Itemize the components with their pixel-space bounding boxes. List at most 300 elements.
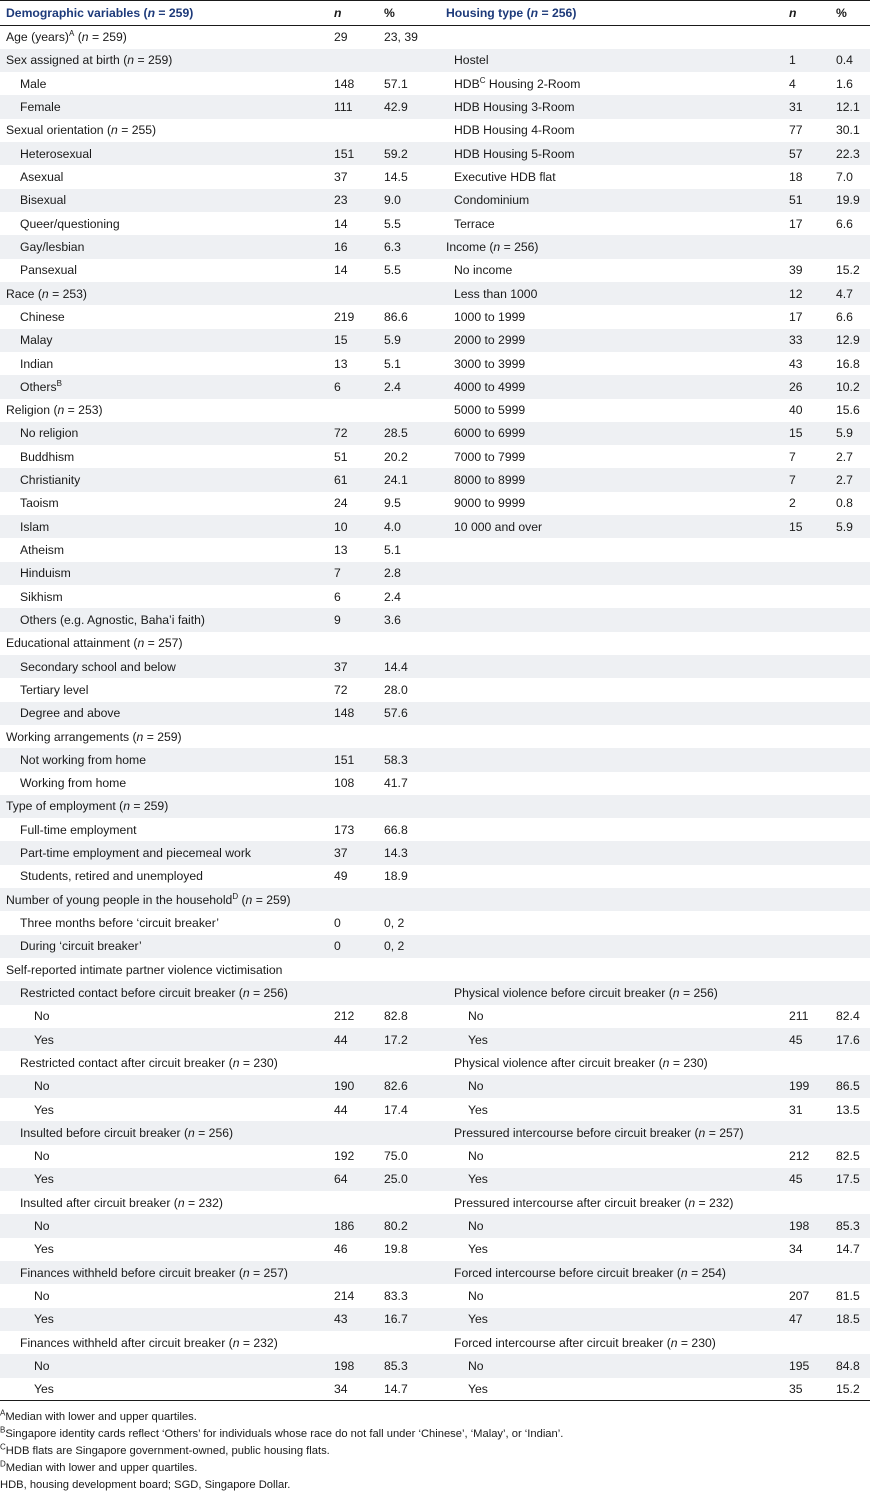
footnote-marker: D [0,1459,6,1469]
left-n-cell [328,49,378,72]
left-pct-cell [378,1051,440,1074]
left-n-cell [328,1121,378,1144]
left-n-cell [328,399,378,422]
left-n-cell: 190 [334,1079,355,1094]
left-label-cell [0,608,328,631]
right-pct-cell [830,678,870,701]
left-label-cell [0,1075,328,1098]
right-pct-cell: 5.9 [836,519,853,534]
right-label-cell [440,841,783,864]
left-pct-cell: 6.3 [384,239,401,254]
left-label-cell [0,725,328,748]
left-label-cell [0,1168,328,1191]
right-label-cell [440,212,783,235]
table-row [0,632,870,655]
left-n-cell: 37 [334,170,348,185]
left-pct-cell: 82.6 [384,1079,408,1094]
left-pct-cell [378,119,440,142]
right-n-cell: 40 [789,403,803,418]
right-n-cell: 43 [789,356,803,371]
left-n-cell: 111 [334,100,353,115]
left-n-cell: 13 [334,356,348,371]
left-n-cell: 34 [334,1382,348,1397]
right-n-cell: 57 [789,146,803,161]
right-label-cell [440,445,783,468]
right-label-cell [440,585,783,608]
table-row [0,748,870,771]
left-pct-cell [378,981,440,1004]
table-row [0,1005,870,1028]
left-n-header: n [334,6,342,20]
right-n-cell [783,1261,830,1284]
left-n-cell: 44 [334,1102,348,1117]
right-n-cell: 18 [789,170,803,185]
table-row [0,841,870,864]
table-row [0,305,870,328]
left-pct-cell [378,1191,440,1214]
right-label-cell [440,422,783,445]
right-label-cell [440,702,783,725]
left-label: Educational attainment (n = 257) [6,636,183,651]
right-label-cell [440,1145,783,1168]
left-label: Malay [20,333,53,348]
right-n-cell [783,725,830,748]
left-label-cell [0,1331,328,1354]
right-pct-cell [830,888,870,911]
left-label-cell [0,1098,328,1121]
left-label-cell [0,259,328,282]
left-label-cell [0,1121,328,1144]
left-label: Others (e.g. Agnostic, Baha’i faith) [20,612,205,627]
table-header [0,1,870,26]
left-label-cell [0,841,328,864]
right-n-cell [783,981,830,1004]
left-pct-cell: 14.7 [384,1382,408,1397]
left-column-title: Demographic variables (n = 259) [6,6,194,20]
left-n-cell: 108 [334,776,355,791]
table-row [0,515,870,538]
table-row [0,1214,870,1237]
left-n-cell: 151 [334,752,355,767]
table-row [0,119,870,142]
left-label: Gay/lesbian [20,239,85,254]
left-label-cell [0,1238,328,1261]
left-n-cell: 148 [334,706,355,721]
left-label: Self-reported intimate partner violence victimisation [6,962,283,977]
footnote: $^C$HDB flats are Singapore government-owned, public housing flats. [0,1442,330,1458]
left-n-cell [328,632,378,655]
left-pct-cell: 17.2 [384,1032,408,1047]
right-label: HDB Housing 5-Room [454,146,575,161]
right-n-cell: 199 [789,1079,810,1094]
left-n-cell: 44 [334,1032,348,1047]
table-row [0,189,870,212]
footnote: $^D$Median with lower and upper quartiles. [0,1459,198,1475]
right-label-cell [440,608,783,631]
right-pct-cell: 17.5 [836,1172,860,1187]
right-label-cell [440,981,783,1004]
left-label-cell [0,1214,328,1237]
left-pct-cell: 2.4 [384,589,401,604]
right-n-cell: 207 [789,1289,810,1304]
right-label-cell [440,1005,783,1028]
right-n-cell: 198 [789,1219,810,1234]
left-label-cell [0,772,328,795]
right-pct-cell: 6.6 [836,216,853,231]
right-n-cell: 15 [789,426,803,441]
right-n-cell [783,841,830,864]
left-label: Three months before ‘circuit breaker’ [20,916,219,931]
left-label: Type of employment (n = 259) [6,799,169,814]
left-label-cell [0,95,328,118]
right-label-cell [440,1308,783,1331]
right-n-cell [783,795,830,818]
table-row [0,375,870,398]
right-n-cell: 35 [789,1382,803,1397]
left-label-cell [0,445,328,468]
left-pct-cell: 5.9 [384,333,401,348]
right-pct-cell: 14.7 [836,1242,860,1257]
right-n-cell [783,632,830,655]
right-label-cell [440,352,783,375]
left-label: Restricted contact after circuit breaker (n = 230) [20,1055,278,1070]
right-n-cell: 45 [789,1172,803,1187]
left-n-cell [328,282,378,305]
footnote: $^A$Median with lower and upper quartiles. [0,1408,197,1424]
right-pct-cell: 6.6 [836,309,853,324]
right-label-cell [440,142,783,165]
right-pct-cell [830,235,870,258]
right-pct-cell: 30.1 [836,123,860,138]
right-pct-cell: 1.6 [836,76,853,91]
right-pct-cell: 15.2 [836,1382,860,1397]
right-label-cell [440,888,783,911]
right-label-cell [440,1168,783,1191]
left-label: Age (years)$^A$ (n = 259) [6,29,127,45]
right-n-cell: 12 [789,286,803,301]
right-n-cell [783,608,830,631]
left-pct-cell [378,399,440,422]
left-pct-cell: 59.2 [384,146,408,161]
right-pct-cell [830,935,870,958]
right-n-cell: 4 [789,76,796,91]
right-label-cell [440,958,783,981]
right-n-cell: 211 [789,1009,809,1024]
left-n-cell: 186 [334,1219,355,1234]
right-pct-cell [830,562,870,585]
right-label: Yes [468,1312,488,1327]
right-pct-cell: 15.2 [836,263,860,278]
left-n-cell [328,119,378,142]
right-n-cell: 31 [789,100,803,115]
left-label-cell [0,1354,328,1377]
table-row [0,655,870,678]
right-pct-cell: 19.9 [836,193,860,208]
table-row [0,1121,870,1144]
right-n-cell: 77 [789,123,803,138]
left-label-cell [0,1028,328,1051]
right-label-cell [440,1284,783,1307]
left-label-cell [0,678,328,701]
left-n-cell: 43 [334,1312,348,1327]
left-label: Sikhism [20,589,63,604]
right-n-cell [783,1331,830,1354]
right-pct-cell [830,655,870,678]
left-label-cell [0,119,328,142]
table-row [0,49,870,72]
left-label: No [34,1009,50,1024]
right-label: No [468,1289,484,1304]
right-n-cell [783,911,830,934]
right-n-cell: 34 [789,1242,803,1257]
right-n-header: n [789,6,797,20]
left-n-cell: 72 [334,682,348,697]
right-label: Income (n = 256) [446,239,539,254]
left-pct-cell: 18.9 [384,869,408,884]
left-n-cell [328,725,378,748]
left-label: Bisexual [20,193,67,208]
table-row [0,26,870,49]
right-n-cell: 45 [789,1032,803,1047]
left-pct-cell: 9.5 [384,496,401,511]
right-pct-cell: 0.4 [836,53,853,68]
left-pct-cell: 80.2 [384,1219,408,1234]
left-pct-cell [378,958,440,981]
left-label-cell [0,399,328,422]
right-label-cell [440,1261,783,1284]
table-row [0,445,870,468]
table-row [0,562,870,585]
right-pct-cell [830,632,870,655]
left-n-cell: 14 [334,216,348,231]
table-footnotes [0,1401,870,1494]
footnote-marker: B [56,378,62,388]
right-pct-cell: 15.6 [836,403,860,418]
left-n-cell: 6 [334,379,341,394]
right-label: 5000 to 5999 [454,403,526,418]
right-label: HDB Housing 3-Room [454,100,575,115]
right-label: $HDB^C$ Housing 2-Room [454,75,581,91]
table-row [0,399,870,422]
right-pct-cell: 4.7 [836,286,853,301]
left-label-cell [0,538,328,561]
left-pct-cell [378,725,440,748]
left-n-cell: 23 [334,193,348,208]
right-label-cell [440,1028,783,1051]
right-label: 3000 to 3999 [454,356,526,371]
right-n-cell: 15 [789,519,803,534]
table-row [0,352,870,375]
right-n-cell: 1 [789,53,796,68]
left-pct-cell: 5.5 [384,263,401,278]
left-label-cell [0,1261,328,1284]
right-n-cell [783,888,830,911]
left-label: Religion (n = 253) [6,403,103,418]
table-row [0,492,870,515]
right-pct-cell [830,702,870,725]
left-label-cell [0,632,328,655]
left-label-cell [0,49,328,72]
left-n-cell [328,958,378,981]
left-pct-cell: 14.4 [384,659,408,674]
right-pct-cell [830,958,870,981]
right-pct-cell [830,748,870,771]
right-n-cell: 7 [789,449,796,464]
left-pct-cell: 20.2 [384,449,408,464]
left-label: Yes [34,1102,54,1117]
table-row [0,888,870,911]
left-n-cell [328,1331,378,1354]
right-pct-cell: 5.9 [836,426,853,441]
table-row [0,1261,870,1284]
footnote-marker: C [0,1442,6,1452]
left-label: Part-time employment and piecemeal work [20,846,251,861]
right-label-cell [440,305,783,328]
left-pct-cell: 57.6 [384,706,408,721]
left-pct-cell: 2.4 [384,379,401,394]
left-label: Christianity [20,473,81,488]
left-pct-cell [378,1121,440,1144]
right-pct-cell: 10.2 [836,379,860,394]
left-n-cell: 16 [334,239,348,254]
right-label: Condominium [454,193,530,208]
left-pct-cell: 28.0 [384,682,408,697]
table-row [0,1145,870,1168]
right-label: Less than 1000 [454,286,538,301]
left-label-cell [0,655,328,678]
left-label-cell [0,1284,328,1307]
left-pct-cell [378,282,440,305]
left-label-cell [0,189,328,212]
left-label: No [34,1079,50,1094]
right-label-cell [440,1378,783,1401]
right-label-cell [440,1331,783,1354]
right-label: 6000 to 6999 [454,426,526,441]
right-label: Yes [468,1102,488,1117]
left-label-cell [0,142,328,165]
right-label-cell [440,259,783,282]
right-label: Forced intercourse after circuit breaker (n = 230) [454,1335,716,1350]
table-row [0,329,870,352]
left-n-cell [328,1191,378,1214]
table-row [0,1191,870,1214]
left-label: Buddhism [20,449,75,464]
right-label-cell [440,492,783,515]
table-row [0,1378,870,1401]
table-row [0,1168,870,1191]
left-pct-cell: 24.1 [384,473,408,488]
table-row [0,538,870,561]
right-n-cell: 31 [789,1102,803,1117]
right-n-cell [783,958,830,981]
left-label-cell [0,981,328,1004]
right-n-cell [783,772,830,795]
left-n-cell: 151 [334,146,355,161]
left-n-cell: 10 [334,519,348,534]
right-n-cell [783,235,830,258]
table-row [0,585,870,608]
table-row [0,1238,870,1261]
right-pct-cell [830,1121,870,1144]
table-row [0,72,870,95]
left-pct-cell: 58.3 [384,752,408,767]
right-label-cell [440,165,783,188]
right-label-cell [440,655,783,678]
table-row [0,1051,870,1074]
left-label-cell [0,282,328,305]
right-pct-cell [830,1261,870,1284]
left-label-cell [0,375,328,398]
left-label: Insulted after circuit breaker (n = 232) [20,1195,223,1210]
left-label: No religion [20,426,79,441]
right-n-cell [783,655,830,678]
right-label: No [468,1149,484,1164]
table-row [0,1354,870,1377]
left-n-cell: 9 [334,612,341,627]
left-label: Chinese [20,309,65,324]
left-label: Yes [34,1172,54,1187]
right-pct-cell: 16.8 [836,356,860,371]
left-label-cell [0,888,328,911]
right-label: Yes [468,1032,488,1047]
left-pct-cell: 83.3 [384,1289,408,1304]
right-pct-cell [830,585,870,608]
right-label-cell [440,818,783,841]
left-label-cell [0,26,328,49]
left-pct-cell: 5.1 [384,543,401,558]
right-label: No [468,1358,484,1373]
right-pct-cell: 18.5 [836,1312,860,1327]
table-row [0,981,870,1004]
right-n-cell [783,538,830,561]
left-label-cell [0,329,328,352]
left-label: Queer/questioning [20,216,120,231]
footnote: HDB, housing development board; SGD, Singapore Dollar. [0,1479,291,1492]
left-pct-cell: 3.6 [384,612,401,627]
right-label: Physical violence before circuit breaker (n = 256) [454,985,718,1000]
left-label-cell [0,702,328,725]
right-pct-cell: 82.5 [836,1149,860,1164]
right-label: No [468,1009,484,1024]
left-label: Pansexual [20,263,77,278]
left-label: No [34,1358,50,1373]
right-pct-cell: 2.7 [836,473,853,488]
left-label: Sexual orientation (n = 255) [6,123,157,138]
right-n-cell [783,26,830,49]
left-n-cell: 214 [334,1289,355,1304]
right-label: 1000 to 1999 [454,309,526,324]
right-pct-cell: 86.5 [836,1079,860,1094]
right-pct-cell [830,538,870,561]
left-label: Secondary school and below [20,659,176,674]
left-label: Number of young people in the household$^D$ (n = 259) [6,891,291,907]
right-n-cell [783,585,830,608]
right-label: 9000 to 9999 [454,496,526,511]
left-n-cell: 7 [334,566,341,581]
right-pct-cell: 84.8 [836,1358,860,1373]
left-label-cell [0,818,328,841]
right-pct-header: % [836,6,847,20]
right-label-cell [440,282,783,305]
left-pct-cell [378,888,440,911]
table-row [0,235,870,258]
table-row [0,468,870,491]
left-label: Yes [34,1382,54,1397]
right-n-cell: 47 [789,1312,803,1327]
table-row [0,818,870,841]
left-pct-cell: 0, 2 [384,916,405,931]
right-label: Physical violence after circuit breaker (n = 230) [454,1055,708,1070]
